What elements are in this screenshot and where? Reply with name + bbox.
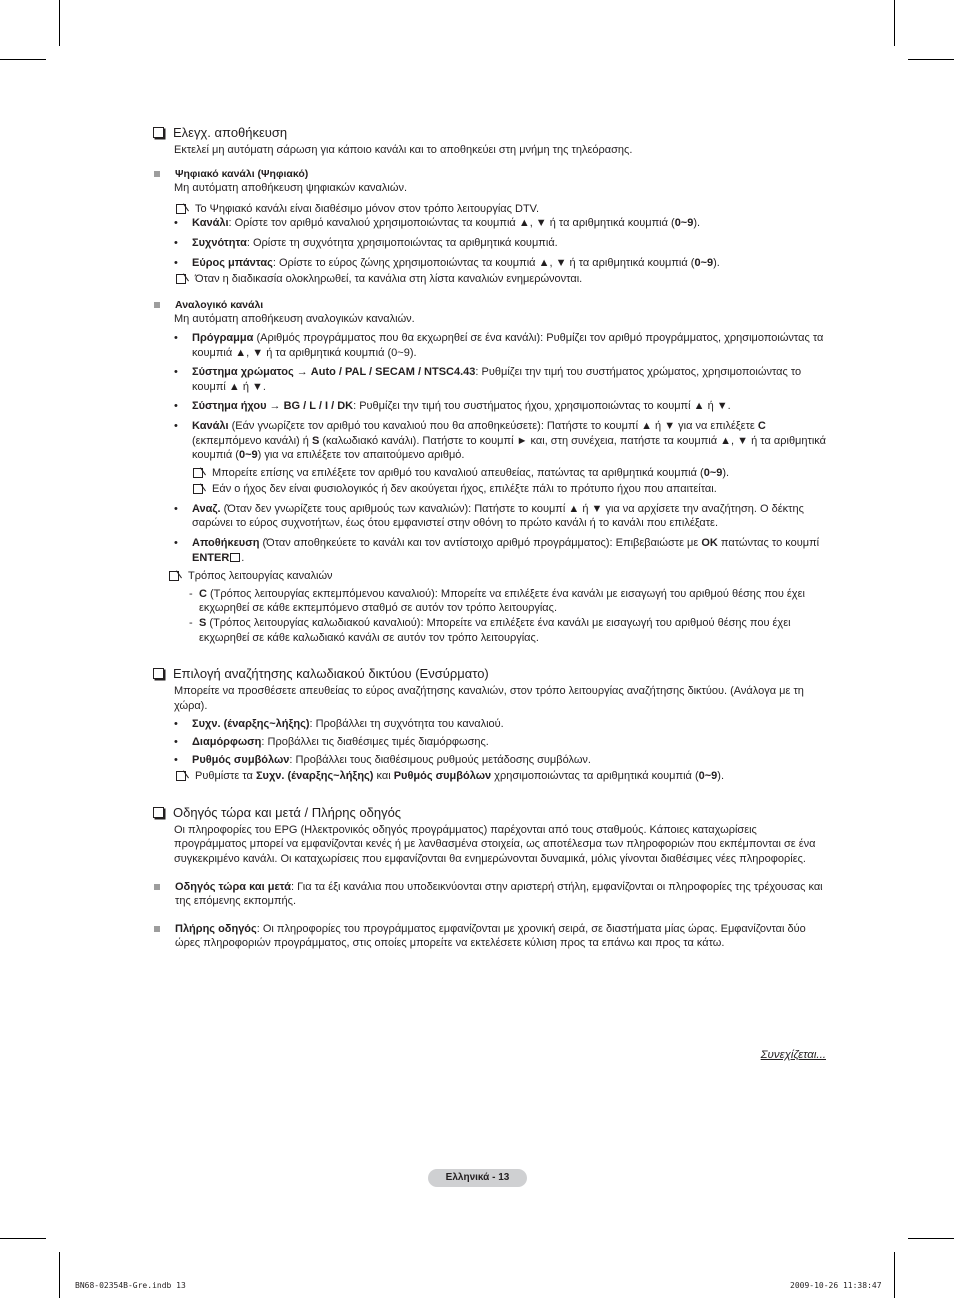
list-item	[174, 419, 827, 463]
list-item-text: Αποθήκευση (Όταν αποθηκεύετε το κανάλι και τον αντίστοιχο αριθμό προγράμματος): Επιβεβαιώστε με OK πατώντας το κουμπί ENTER .	[192, 537, 820, 564]
list-item-text: Διαμόρφωση: Προβάλλει τις διαθέσιμες τιμές διαμόρφωσης.	[192, 736, 489, 748]
list-item	[189, 616, 827, 645]
section-title: Ελεγχ. αποθήκευση	[173, 125, 288, 140]
list-item	[174, 256, 827, 271]
list-item-text: Πρόγραμμα (Αριθμός προγράμματος που θα εκχωρηθεί σε ένα κανάλι): Ρυθμίζει τον αριθμό προγράμματος, χρησιμοποιώντας τα κουμπιά ▲, ▼ ή τα αριθμητικά κουμπιά (0~9).	[192, 331, 824, 359]
note-icon	[176, 274, 186, 284]
bullet-icon: •	[174, 718, 178, 731]
list-item	[174, 717, 827, 732]
list-item	[174, 536, 827, 565]
bullet-icon: •	[174, 736, 178, 748]
section-description: Μπορείτε να προσθέσετε απευθείας το εύρος αναζήτησης καναλιών, στον τρόπο λειτουργίας αναζήτησης δικτύου. (Ανάλογα με τη χώρα).	[174, 685, 804, 712]
checkbox-square-icon	[153, 668, 164, 679]
list-item-text: Αναζ. (Όταν δεν γνωρίζετε τους αριθμούς των καναλιών): Πατήστε το κουμπί ▲ ή ▼ για να αρχίσετε την αναζήτηση. Ο δέκτης σαρώνει το εύρος συχνοτήτων, έως ότου εμφανιστεί στην οθόνη το πρώτο κανάλι ή το κανάλι που επιλέξατε.	[192, 502, 804, 530]
note-icon	[193, 484, 203, 494]
list-item-text: Σύστημα ήχου → BG / L / I / DK: Ρυθμίζει την τιμή του συστήματος ήχου, χρησιμοποιώντας το κουμπί ▲ ή ▼.	[192, 400, 731, 413]
note-text: Εάν ο ήχος δεν είναι φυσιολογικός ή δεν ακούγεται ήχος, επιλέξτε πάλι το πρότυπο ήχου που απαιτείται.	[212, 483, 717, 496]
section-description: Οι πληροφορίες του EPG (Ηλεκτρονικός οδηγός προγράμματος) παρέχονται από τους σταθμούς. Κάποιες καταχωρίσεις προγράμματος μπορεί να εμφανίζονται κενές ή με λανθασμένα στοιχεία, ως αποτέλεσμα των πληροφοριών που εκπέμπονται σε ένα συγκεκριμένο κανάλι. Οι καταχωρίσεις που εμφανίζονται θα ενημερώνονται δυναμικά, μόλις γίνονται διαθέσιμες νέες πληροφορίες.	[174, 823, 816, 865]
note-text: Μπορείτε επίσης να επιλέξετε τον αριθμό του καναλιού απευθείας, πατώντας τα αριθμητικά κουμπιά (0~9).	[212, 466, 730, 479]
note	[174, 769, 827, 784]
list-item-text: Ρυθμός συμβόλων: Προβάλλει τους διαθέσιμους ρυθμούς μετάδοσης συμβόλων.	[192, 753, 591, 766]
list-item	[174, 399, 827, 414]
crop-mark	[59, 1252, 60, 1298]
checkbox-square-icon	[153, 127, 164, 138]
list-item	[174, 735, 827, 750]
bullet-icon: •	[174, 502, 178, 515]
crop-mark	[894, 1252, 895, 1298]
bullet-icon: •	[174, 400, 178, 413]
list-item-text: S (Τρόπος λειτουργίας καλωδιακού καναλιού): Μπορείτε να επιλέξετε ένα κανάλι με εισαγωγή του αριθμού θέσης που έχει εκχωρηθεί σε κάθε καλωδιακό κανάλι σε αυτόν τον τρόπο λειτουργίας.	[199, 617, 791, 644]
bullet-icon: •	[174, 236, 178, 249]
bullet-icon: •	[174, 419, 178, 432]
page-content	[151, 124, 827, 965]
section-heading	[151, 665, 827, 682]
section-title: Οδηγός τώρα και μετά / Πλήρης οδηγός	[173, 804, 402, 820]
bullet-icon: •	[174, 753, 178, 766]
note	[191, 482, 827, 497]
section-heading	[151, 804, 827, 821]
list-item-text: Συχνότητα: Ορίστε τη συχνότητα χρησιμοποιώντας τα αριθμητικά κουμπιά.	[192, 236, 558, 249]
crop-mark	[908, 1238, 954, 1239]
section-title: Επιλογή αναζήτησης καλωδιακού δικτύου (Ενσύρματο)	[173, 666, 489, 682]
list-item-text: Οδηγός τώρα και μετά: Για τα έξι κανάλια που υποδεικνύονται στην αριστερή στήλη, εμφανίζονται οι πληροφορίες της τρέχουσας και της επόμενης εκπομπής.	[175, 880, 823, 908]
footer-file: BN68-02354B-Gre.indb 13	[75, 1281, 186, 1290]
list-item-text: C (Τρόπος λειτουργίας εκπεμπόμενου καναλιού): Μπορείτε να επιλέξετε ένα κανάλι με εισαγωγή του αριθμού θέσης που έχει εκχωρηθεί σε κάθε εκπεμπόμενο σταθμό σε αυτόν τον τρόπο λειτουργίας.	[199, 587, 805, 615]
list-item	[174, 502, 827, 531]
crop-mark	[59, 0, 60, 46]
list-item	[174, 331, 827, 360]
note-icon	[176, 771, 186, 781]
square-bullet-icon	[154, 171, 160, 177]
note-text: Ρυθμίστε τα Συχν. (έναρξης~λήξης) και Ρυθμός συμβόλων χρησιμοποιώντας τα αριθμητικά κουμπιά (0~9).	[195, 770, 725, 783]
section-epg	[151, 804, 827, 951]
list-item	[174, 216, 827, 231]
dash-mark: -	[189, 587, 193, 600]
list-item-text: Πλήρης οδηγός: Οι πληροφορίες του προγράμματος εμφανίζονται με χρονική σειρά, σε διαστήματα μίας ώρας. Εμφανίζονται δύο ώρες πληροφοριών προγράμματος, στις οποίες μπορείτε να εκτελέσετε κύλιση προς τα επάνω και προς τα κάτω.	[175, 922, 806, 950]
note-icon	[169, 571, 179, 581]
bullet-icon: •	[174, 537, 178, 550]
list-item-text: Σύστημα χρώματος → Auto / PAL / SECAM / NTSC4.43: Ρυθμίζει την τιμή του συστήματος χρώματος, χρησιμοποιώντας το κουμπί ▲ ή ▼.	[192, 366, 802, 393]
list-item	[189, 587, 827, 616]
square-bullet-icon	[154, 926, 160, 932]
note-text: Τρόπος λειτουργίας καναλιών	[188, 570, 333, 583]
list-item	[174, 236, 827, 251]
list-item	[151, 922, 827, 951]
subsection-title: Ψηφιακό κανάλι (Ψηφιακό)	[175, 167, 309, 180]
dash-mark: -	[189, 617, 193, 630]
list-item-text: Κανάλι: Ορίστε τον αριθμό καναλιού χρησιμοποιώντας τα κουμπιά ▲, ▼ ή τα αριθμητικά κουμπιά (0~9).	[192, 217, 701, 230]
crop-mark	[894, 0, 895, 46]
crop-mark	[0, 59, 46, 60]
bullet-icon: •	[174, 217, 178, 230]
section-manual-store	[151, 124, 827, 645]
checkbox-square-icon	[153, 807, 164, 818]
note-text: Όταν η διαδικασία ολοκληρωθεί, τα κανάλια στη λίστα καναλιών ενημερώνονται.	[195, 273, 583, 286]
section-description: Εκτελεί μη αυτόματη σάρωση για κάποιο κανάλι και το αποθηκεύει στη μνήμη της τηλεόρασης.	[174, 144, 633, 156]
subsection-description: Μη αυτόματη αποθήκευση ψηφιακών καναλιών.	[174, 182, 407, 195]
square-bullet-icon	[154, 302, 160, 308]
bullet-icon: •	[174, 331, 178, 344]
note-icon	[193, 468, 203, 478]
subsection-title: Αναλογικό κανάλι	[175, 298, 264, 311]
list-item-text: Συχν. (έναρξης~λήξης): Προβάλλει τη συχνότητα του καναλιού.	[192, 718, 504, 731]
list-item	[174, 365, 827, 394]
list-item-text: Κανάλι (Εάν γνωρίζετε τον αριθμό του καναλιού που θα αποθηκεύσετε): Πατήστε το κουμπί ▲ ή ▼ για να επιλέξετε C (εκπεμπόμενο κανάλι) ή S (καλωδιακό κανάλι). Πατήστε το κουμπί ► και, στη συνέχεια, πατήστε τα κουμπιά ▲, ▼ ή τα αριθμητικά κουμπιά (0~9) για να επιλέξετε τον απαιτούμενο αριθμό.	[192, 419, 827, 462]
subsection-description: Μη αυτόματη αποθήκευση αναλογικών καναλιών.	[174, 313, 415, 326]
section-cable-search	[151, 665, 827, 784]
subsection-analog	[151, 298, 827, 313]
page-number-badge: Ελληνικά - 13	[428, 1169, 527, 1187]
list-item	[174, 753, 827, 768]
list-item-text: Εύρος μπάντας: Ορίστε το εύρος ζώνης χρησιμοποιώντας τα κουμπιά ▲, ▼ ή τα αριθμητικά κουμπιά (0~9).	[192, 256, 720, 269]
list-item	[151, 880, 827, 909]
square-bullet-icon	[154, 884, 160, 890]
note-icon	[176, 204, 186, 214]
note	[191, 466, 827, 481]
note	[167, 569, 827, 584]
bullet-icon: •	[174, 256, 178, 269]
footer-date: 2009-10-26 11:38:47	[790, 1281, 882, 1290]
crop-mark	[0, 1238, 46, 1239]
note	[174, 202, 827, 217]
enter-icon	[230, 553, 240, 562]
crop-mark	[908, 59, 954, 60]
continued-label: Συνεχίζεται...	[760, 1049, 826, 1061]
note	[174, 272, 827, 287]
section-heading	[151, 124, 827, 141]
bullet-icon: •	[174, 366, 178, 379]
subsection-digital	[151, 167, 827, 182]
note-text: Το Ψηφιακό κανάλι είναι διαθέσιμο μόνον στον τρόπο λειτουργίας DTV.	[195, 202, 540, 215]
